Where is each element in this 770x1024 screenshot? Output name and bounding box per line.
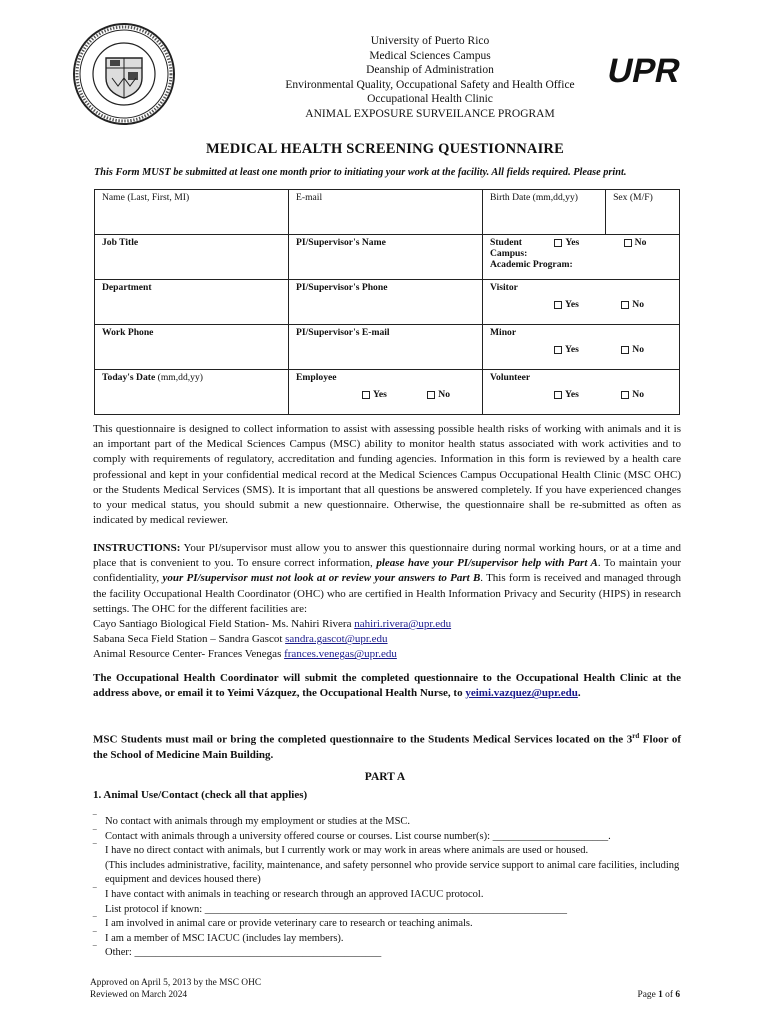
intro-paragraph: This questionnaire is designed to collect information to assist with assessing possible health risks of working with animals and it is an important part of the Medical Sciences Campus (MSC) ability to monitor health status associated with work activities and to comply with requirements of regulatory, accreditation and funding agencies. Information in this form is reviewed by a health care professional and kept in your confidential medical record at the Medical Sciences Campus Occupational Health Clinic (MSC OHC) or the Students Medical Services (SMS). It is important that all questions be answered completely. If you have experienced changes to your medical status, you should submit a new questionnaire. Otherwise, the questionnaire shall be re-submitted as often as indicated by medical reviewer. bbox=[93, 423, 681, 527]
header-line-clinic: Occupational Health Clinic bbox=[367, 93, 493, 106]
option-course-contact[interactable]: ‾ Contact with animals through a university offered course or courses. List course number(s): ______________________. bbox=[93, 829, 611, 842]
todays-date-field[interactable]: Today's Date (mm,dd,yy) bbox=[95, 370, 289, 415]
visitor-no-checkbox[interactable]: No bbox=[621, 299, 644, 310]
visitor-yes-checkbox[interactable]: Yes bbox=[554, 299, 579, 310]
pi-email-field[interactable]: PI/Supervisor's E-mail bbox=[289, 325, 483, 370]
employee-yes-checkbox[interactable]: Yes bbox=[362, 389, 387, 400]
footer-approval: Approved on April 5, 2013 by the MSC OHC Reviewed on March 2024 bbox=[90, 978, 262, 1000]
employee-no-checkbox[interactable]: No bbox=[427, 389, 450, 400]
contact-animal-resource: Animal Resource Center- Frances Venegas frances.venegas@upr.edu bbox=[93, 648, 397, 661]
volunteer-yes-checkbox[interactable]: Yes bbox=[554, 389, 579, 400]
email-link-sandra[interactable]: sandra.gascot@upr.edu bbox=[285, 633, 388, 646]
contact-sabana-seca: Sabana Seca Field Station – Sandra Gascot sandra.gascot@upr.edu bbox=[93, 633, 388, 646]
question-1-title: 1. Animal Use/Contact (check all that applies) bbox=[93, 789, 308, 801]
minor-no-checkbox[interactable]: No bbox=[621, 344, 644, 355]
header-line-program: ANIMAL EXPOSURE SURVEILANCE PROGRAM bbox=[305, 107, 555, 120]
email-link-yeimi[interactable]: yeimi.vazquez@upr.edu bbox=[465, 687, 578, 700]
page-number: Page 1 of 6 bbox=[637, 990, 680, 1000]
pi-name-field[interactable]: PI/Supervisor's Name bbox=[289, 235, 483, 280]
checkbox-marker-icon: ‾ bbox=[93, 829, 97, 841]
header-line-deanship: Deanship of Administration bbox=[366, 64, 494, 77]
header-line-office: Environmental Quality, Occupational Safety and Health Office bbox=[285, 78, 575, 91]
checkbox-marker-icon: ‾ bbox=[93, 917, 97, 929]
work-phone-field[interactable]: Work Phone bbox=[95, 325, 289, 370]
form-notice: This Form MUST be submitted at least one month prior to initiating your work at the facility. All fields required. Please print. bbox=[94, 167, 627, 178]
contact-cayo-santiago: Cayo Santiago Biological Field Station- Ms. Nahiri Rivera nahiri.rivera@upr.edu bbox=[93, 618, 452, 631]
checkbox-marker-icon: ‾ bbox=[93, 815, 97, 826]
university-seal-icon bbox=[72, 22, 176, 126]
email-link-frances[interactable]: frances.venegas@upr.edu bbox=[284, 648, 397, 661]
checkbox-marker-icon: ‾ bbox=[93, 844, 97, 856]
minor-yes-checkbox[interactable]: Yes bbox=[554, 344, 579, 355]
email-field[interactable]: E-mail bbox=[289, 190, 483, 235]
option-animal-care[interactable]: ‾ I am involved in animal care or provide veterinary care to research or teaching animals. bbox=[93, 917, 473, 930]
job-title-field[interactable]: Job Title bbox=[95, 235, 289, 280]
pi-phone-field[interactable]: PI/Supervisor's Phone bbox=[289, 280, 483, 325]
sex-field[interactable]: Sex (M/F) bbox=[606, 190, 680, 235]
header-line-campus: Medical Sciences Campus bbox=[369, 49, 491, 62]
option-other[interactable]: ‾ Other: _______________________________________________ bbox=[93, 946, 382, 959]
option-no-direct-contact[interactable]: ‾ I have no direct contact with animals, but I currently work or may work in areas where animals are used or housed. (This includes administrative, facility, maintenance, and safety personnel who provide service support to animal care facilities, including equipment and devices housed there) bbox=[93, 844, 680, 886]
option-iacuc-member[interactable]: ‾ I am a member of MSC IACUC (includes lay members). bbox=[93, 931, 344, 944]
option-no-contact[interactable]: ‾ No contact with animals through my employment or studies at the MSC. bbox=[93, 815, 411, 827]
volunteer-no-checkbox[interactable]: No bbox=[621, 389, 644, 400]
student-no-checkbox[interactable]: No bbox=[624, 237, 647, 248]
personal-info-table bbox=[94, 189, 680, 415]
email-link-nahiri[interactable]: nahiri.rivera@upr.edu bbox=[354, 618, 452, 631]
employee-field: Employee Yes No bbox=[289, 370, 483, 415]
volunteer-field: Volunteer Yes No bbox=[483, 370, 680, 415]
students-note: MSC Students must mail or bring the completed questionnaire to the Students Medical Services located on the 3rd Floor of the School of Medicine Main Building. bbox=[93, 732, 681, 761]
campus-label: Campus: bbox=[490, 248, 528, 259]
upr-logo-text: UPR bbox=[604, 52, 685, 90]
animal-contact-options bbox=[93, 815, 681, 961]
protocol-input-line[interactable]: List protocol if known: _____________________________________________________________________ bbox=[105, 903, 567, 915]
instructions-paragraph: INSTRUCTIONS: Your PI/supervisor must allow you to answer this questionnaire during normal working hours, or at a time and place that is convenient to you. To ensure correct information, please have your PI/supervisor help with Part A. To maintain your confidentiality, your PI/supervisor must not look at or review your answers to Part B. This form is received and managed through the facility Occupational Health Coordinator (OHC) who are certified in Health Information Privacy and Security (HIPS) in research settings. The OHC for the different facilities are: Cayo Santiago Biological Field Station- Ms. Nahiri Rivera nahiri.rivera@upr.edu Sabana Seca Field Station – Sandra Gascot sandra.gascot@upr.edu Animal Resource Center- Frances Venegas frances.venegas@upr.edu bbox=[93, 541, 681, 663]
minor-field: Minor Yes No bbox=[483, 325, 680, 370]
option-iacuc-protocol[interactable]: ‾ I have contact with animals in teaching or research through an approved IACUC protocol. List protocol if known: _____________________________________________________________________ bbox=[93, 888, 681, 917]
header-line-university: University of Puerto Rico bbox=[370, 35, 490, 47]
visitor-field: Visitor Yes No bbox=[483, 280, 680, 325]
checkbox-marker-icon: ‾ bbox=[93, 931, 97, 943]
name-field[interactable]: Name (Last, First, MI) bbox=[95, 190, 289, 235]
student-field: Student Yes No Campus: Academic Program: bbox=[483, 235, 680, 280]
checkbox-marker-icon: ‾ bbox=[93, 946, 97, 958]
page-title: MEDICAL HEALTH SCREENING QUESTIONNAIRE bbox=[206, 141, 564, 157]
academic-program-label: Academic Program: bbox=[490, 259, 573, 270]
department-field[interactable]: Department bbox=[95, 280, 289, 325]
institution-header bbox=[180, 34, 680, 122]
ohc-note: The Occupational Health Coordinator will submit the completed questionnaire to the Occupational Health Clinic at the address above, or email it to Yeimi Vázquez, the Occupational Health Nurse, to yeimi.vazquez@upr.edu. bbox=[93, 672, 681, 700]
part-a-title: PART A bbox=[364, 771, 406, 783]
student-yes-checkbox[interactable]: Yes bbox=[554, 237, 579, 248]
checkbox-marker-icon: ‾ bbox=[93, 887, 97, 899]
birth-date-field[interactable]: Birth Date (mm,dd,yy) bbox=[483, 190, 606, 235]
